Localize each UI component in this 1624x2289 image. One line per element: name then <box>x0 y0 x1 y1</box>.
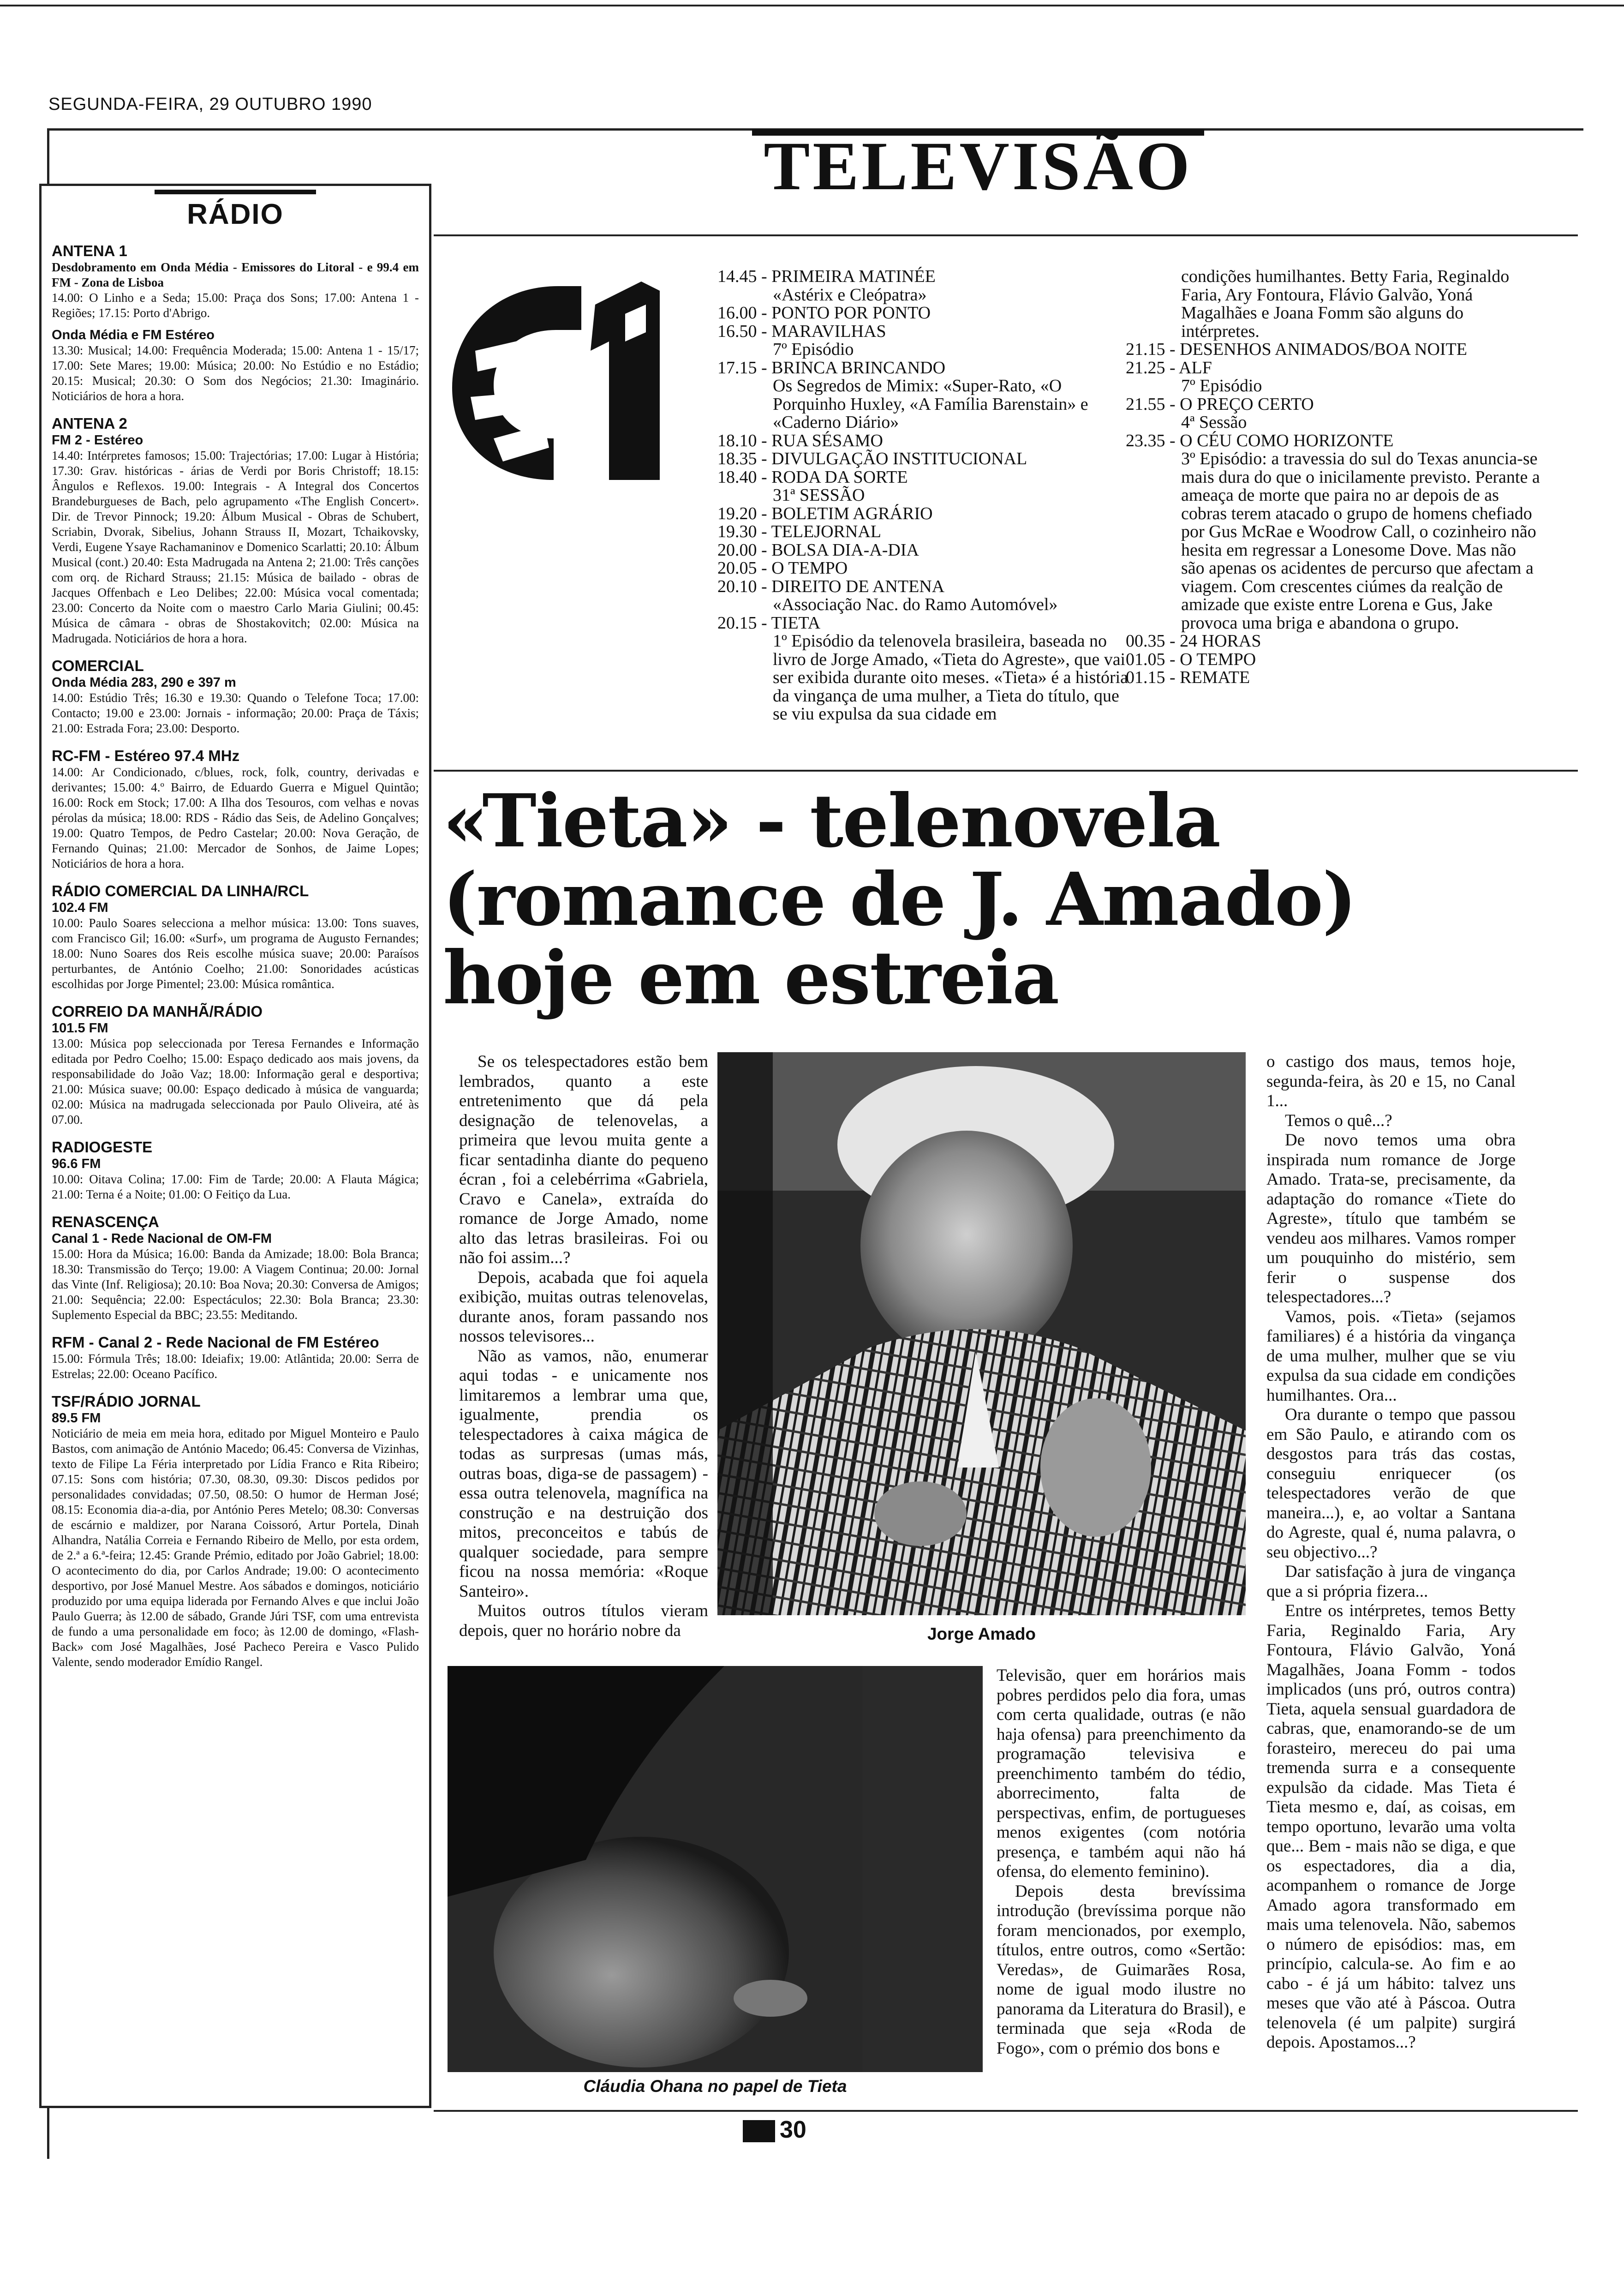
station-name: TSF/RÁDIO JORNAL <box>52 1393 201 1410</box>
tv-programme <box>1126 341 1541 359</box>
station-programme: 14.00: Ar Condicionado, c/blues, rock, folk, country, derivadas e derivantes; 15.00: 4.º Bairro, de Eduardo Guerra e Miguel Quintão; 16.00: Rock em Stock; 17.00: A Ilha dos Tesouros, com velhas e novas pérolas da música; 18.00: RDS - Rádio das Seis, de Adelino Gonçalves; 19.00: Quatro Tempos, de Pedro Castelar; 20.00: Nova Geração, de Fernando Quinas; 21.00: Mercador de Sonhos, de Jaime Lopes; Noticiários de hora a hora. <box>52 765 419 870</box>
tv-programme <box>717 578 1133 614</box>
tv-programme <box>1126 359 1541 395</box>
station-frequency: Onda Média 283, 290 e 397 m <box>52 675 236 690</box>
programme-time-title: 23.35 - O CÉU COMO HORIZONTE <box>1126 431 1394 450</box>
tv-programme <box>717 523 1133 541</box>
programme-detail: 4ª Sessão <box>1181 413 1247 432</box>
station-list <box>52 242 419 1670</box>
radio-station <box>52 415 419 646</box>
station-name: ANTENA 1 <box>52 242 127 259</box>
article-paragraph: Dar satisfação à jura de vingança que a si própria fizera... <box>1266 1562 1516 1601</box>
channel-1-logo <box>443 272 683 489</box>
tv-programme <box>1126 395 1541 432</box>
radio-station <box>52 882 419 992</box>
radio-station <box>52 242 419 404</box>
article-paragraph: Televisão, quer em horários mais pobres perdidos pelo dia fora, umas com certa qualidade, outras (e não haja ofensa) para preenchimento da programação televisiva e preenchimento também do tédio, aborrecimento, falta de perspectivas, enfim, de portugueses menos exigentes (com notória presença, e também aqui não há ofensa, do elemento feminino). <box>997 1666 1246 1881</box>
radio-listings-box <box>39 184 431 2108</box>
tv-section-title: TELEVISÃO <box>764 128 1193 204</box>
programme-detail: Os Segredos de Mimix: «Super-Rato, «O Porquinho Huxley, «A Família Barenstain» e «Caderno Diário» <box>773 376 1088 432</box>
programme-time-title: 16.50 - MARAVILHAS <box>717 321 886 341</box>
station-frequency: 101.5 FM <box>52 1021 108 1036</box>
radio-station <box>52 657 419 736</box>
claudia-ohana-photo <box>448 1666 983 2072</box>
photo2-caption: Cláudia Ohana no papel de Tieta <box>583 2077 847 2096</box>
tv-schedule-column-2 <box>1126 268 1541 687</box>
publication-mark <box>743 2120 775 2142</box>
programme-time-title: 18.10 - RUA SÉSAMO <box>717 431 883 450</box>
programme-time-title: 01.05 - O TEMPO <box>1126 649 1256 669</box>
station-programme: 13.30: Musical; 14.00: Frequência Moderada; 15.00: Antena 1 - 15/17; 17.00: Sete Mares; 19.00: Música; 20.00: No Estúdio e no Estádio; 20.15: Musical; 20.30: O Som dos Negócios; 21.30: Imaginário. Noticiários de hora a hora. <box>52 343 419 403</box>
station-frequency: Onda Média e FM Estéreo <box>52 328 215 342</box>
tv-programme <box>717 359 1133 432</box>
article-column-2 <box>997 1666 1246 2058</box>
programme-time-title: 16.00 - PONTO POR PONTO <box>717 303 931 323</box>
radio-station <box>52 1003 419 1127</box>
article-column-3 <box>1266 1052 1516 2053</box>
tv-programme <box>717 450 1133 468</box>
programme-time-title: 20.15 - TIETA <box>717 613 821 633</box>
station-frequency: 89.5 FM <box>52 1411 101 1426</box>
logo-numeral-one <box>591 282 660 480</box>
station-name: RADIOGESTE <box>52 1139 153 1156</box>
programme-time-title: 18.40 - RODA DA SORTE <box>717 467 908 487</box>
article-paragraph: Depois desta brevíssima introdução (brevíssima porque não foram mencionados, por exemplo, títulos, entre outros, como «Sertão: Veredas», de Guimarães Rosa, nome de igual modo ilustre no panorama da Literatura do Brasil), e terminada que seja «Roda de Fogo», com o prémio dos bons e <box>997 1882 1246 2058</box>
tv-programme <box>1126 632 1541 651</box>
programme-time-title: 20.00 - BOLSA DIA-A-DIA <box>717 540 919 560</box>
programme-time-title: 14.45 - PRIMEIRA MATINÉE <box>717 267 936 286</box>
page-folio <box>743 2116 806 2144</box>
jorge-amado-photo <box>717 1052 1246 1615</box>
programme-time-title: 01.15 - REMATE <box>1126 668 1250 687</box>
programme-detail: «Astérix e Cleópatra» <box>773 285 927 305</box>
station-description: Desdobramento em Onda Média - Emissores do Litoral - e 99.4 em FM - Zona de Lisboa <box>52 260 419 289</box>
station-frequency: 102.4 FM <box>52 900 108 915</box>
article-paragraph: o castigo dos maus, temos hoje, segunda-feira, às 20 e 15, no Canal 1... <box>1266 1052 1516 1110</box>
station-name: RC-FM - Estéreo 97.4 MHz <box>52 747 240 764</box>
article-paragraph: Não as vamos, não, enumerar aqui todas - e unicamente nos limitaremos a lembrar uma que, igualmente, prendia os telespectadores à caixa mágica de todas as surpresas (umas más, outras boas, diga-se de passagem) - essa outra telenovela, magnífica na construção e na destruição dos mitos, preconceitos e tabús de qualquer sociedade, para sempre ficou na nossa memória: «Roque Santeiro». <box>459 1346 708 1601</box>
station-name: ANTENA 2 <box>52 415 127 432</box>
station-programme: 14.40: Intérpretes famosos; 15.00: Trajectórias; 17.00: Lugar à História; 17.30: Grav. históricas - árias de Verdi por Boris Christoff; 18.15: Ângulos e Reflexos. 19.00: Integrais - A Integral dos Concertos Brandeburgueses de Bach, pelo agrupamento «The English Concert». Dir. de Trevor Pinnock; 19.20: Álbum Musical - Obras de Schubert, Scriabin, Dvorak, Sibelius, Johann Strauss II, Mozart, Tchaikovsky, Verdi, Eugene Ysaye Rachamaninov e Domenico Scarlatti; 20.10: Álbum Musical (cont.) 20.40: Esta Madrugada na Antena 2; 21.00: Três canções com orq. de Richard Strauss; 21.15: Música de bailado - obras de Jacques Offenbach e Leo Delibes; 22.00: Música vocal comentada; 23.00: Concerto da Noite com o maestro Carlo Maria Giulini; 00.45: Música de câmara - obras de Shostakovitch; 02.00: Música na Madrugada. Noticiários de hora a hora. <box>52 449 419 645</box>
programme-time-title: 21.15 - DESENHOS ANIMADOS/BOA NOITE <box>1126 340 1467 359</box>
article-column-1 <box>459 1052 708 1641</box>
tv-programme <box>717 541 1133 560</box>
programme-detail: 7º Episódio <box>773 340 854 359</box>
programme-time-title: 20.10 - DIREITO DE ANTENA <box>717 576 945 596</box>
radio-station <box>52 1334 419 1382</box>
station-frequency: Canal 1 - Rede Nacional de OM-FM <box>52 1231 272 1246</box>
station-name: CORREIO DA MANHÃ/RÁDIO <box>52 1003 263 1020</box>
tv-programme <box>717 268 1133 304</box>
station-programme: 15.00: Fórmula Três; 18.00: Ideiafix; 19.00: Atlântida; 20.00: Serra de Estrelas; 22.00: Oceano Pacífico. <box>52 1352 419 1381</box>
station-programme: 10.00: Paulo Soares selecciona a melhor música: 13.00: Tons suaves, com Francisco Gil; 16.00: «Surf», um programa de Augusto Fernandes; 18.00: Nuno Soares dos Reis escolhe música suave; 20.00: Paraísos perturbantes, de António Coelho; 21.00: Sonoridades acústicas escolhidas por Jorge Pimentel; 23.00: Música romântica. <box>52 916 419 991</box>
article-paragraph: Temos o quê...? <box>1285 1111 1392 1130</box>
radio-title-text: RÁDIO <box>187 198 284 230</box>
article-paragraph: Ora durante o tempo que passou em São Paulo, e atirando com os desgostos para trás das costas, conseguiu enriquecer (os telespectadores verão de que maneira...), e, ao voltar a Santana do Agreste, qual é, numa palavra, o seu objectivo...? <box>1266 1405 1516 1562</box>
programme-detail: 7º Episódio <box>1181 376 1262 395</box>
programme-time-title: 21.55 - O PREÇO CERTO <box>1126 394 1314 414</box>
tv-programme <box>717 323 1133 359</box>
photo1-caption: Jorge Amado <box>927 1624 1036 1643</box>
article-headline: «Tieta» - telenovela (romance de J. Amado) hoje em estreia <box>443 779 1356 1021</box>
article-paragraph: De novo temos uma obra inspirada num romance de Jorge Amado. Trata-se, precisamente, da adaptação do romance «Tiete do Agreste», título que também se vendeu aos milhares. Vamos romper um pouquinho do mistério, sem ferir o suspense dos telespectadores...? <box>1266 1131 1516 1306</box>
station-name: RÁDIO COMERCIAL DA LINHA/RCL <box>52 882 309 899</box>
station-name: RENASCENÇA <box>52 1213 159 1230</box>
article-paragraph: Se os telespectadores estão bem lembrados, quanto a este entretenimento que dá pela designação de telenovelas, a primeira que levou muita gente a ficar sentadinha diante do pequeno écran , foi a celebérrima «Gabriela, Cravo e Canela», extraída do romance de Jorge Amado, nome alto das letras brasileiras. Foi ou não foi assim...? <box>459 1052 708 1267</box>
station-programme: 14.00: O Linho e a Seda; 15.00: Praça dos Sons; 17.00: Antena 1 - Regiões; 17.15: Porto d'Abrigo. <box>52 291 419 320</box>
radio-station <box>52 747 419 871</box>
tv-programme <box>1126 651 1541 669</box>
radio-title <box>52 190 419 231</box>
programme-time-title: 00.35 - 24 HORAS <box>1126 631 1261 651</box>
station-programme: 10.00: Oitava Colina; 17.00: Fim de Tarde; 20.00: A Flauta Mágica; 21.00: Terna é a Noite; 01.00: O Feitiço da Lua. <box>52 1172 419 1201</box>
tv-schedule-column-1 <box>717 268 1133 724</box>
article-paragraph: Vamos, pois. «Tieta» (sejamos familiares) é a história da vingança de uma mulher, mulher que se viu expulsa da sua cidade em condições humilhantes. Ora... <box>1266 1307 1516 1405</box>
schedule-bottom-rule <box>434 770 1578 772</box>
programme-detail: 31ª SESSÃO <box>773 485 865 505</box>
tv-header-rule <box>434 234 1578 236</box>
programme-time-title: 19.30 - TELEJORNAL <box>717 522 881 541</box>
article-paragraph: Depois, acabada que foi aquela exibição, muitas outras telenovelas, durante anos, foram passando nos nossos televisores... <box>459 1268 708 1346</box>
programme-detail: 3º Episódio: a travessia do sul do Texas anuncia-se mais dura do que o inicilamente previsto. Perante a ameaça de morte que paira no ar depois de as cobras terem atacado o grupo de homens chefiado por Gus McRae e Woodrow Call, o cozinheiro não hesita em regressar a Lonesome Dove. Mas não são apenas os acidentes de percurso que afectam a viagem. Com crescentes ciúmes da realção de amizade que existe entre Lorena e Gus, Jake provoca uma briga e abandona o grupo. <box>1181 449 1540 633</box>
tv-programme <box>717 505 1133 523</box>
article-paragraph: Muitos outros títulos vieram depois, quer no horário nobre da <box>459 1601 708 1640</box>
tv-programme <box>1126 268 1541 341</box>
tv-programme <box>717 432 1133 450</box>
dateline: SEGUNDA-FEIRA, 29 OUTUBRO 1990 <box>48 95 372 114</box>
tv-programme <box>717 614 1133 724</box>
programme-time-title: 20.05 - O TEMPO <box>717 558 848 578</box>
programme-time-title: 18.35 - DIVULGAÇÃO INSTITUCIONAL <box>717 449 1027 468</box>
radio-station <box>52 1393 419 1670</box>
tv-programme <box>717 304 1133 323</box>
programme-time-title: 21.25 - ALF <box>1126 358 1212 378</box>
station-name: RFM - Canal 2 - Rede Nacional de FM Estéreo <box>52 1334 379 1351</box>
station-programme: 13.00: Música pop seleccionada por Teresa Fernandes e Informação editada por Pedro Coelho; 15.00: Espaço dedicado aos mais jovens, da responsabilidade do João Vaz; 18.00: Informação geral e desportiva; 21.00: Música suave; 00.00: Espaço dedicado à música de vanguarda; 02.00: Música na madrugada seleccionada por Paulo Oliveira, até às 07.00. <box>52 1037 419 1127</box>
tv-programme <box>717 559 1133 578</box>
article-paragraph: Entre os intérpretes, temos Betty Faria, Reginaldo Faria, Ary Fontoura, Flávio Galvão, Yoná Magalhães, Joana Fomm - todos implicados (uns pró, outros contra) Tieta, aquela sensual guardadora de cabras, que, enamorando-se de um forasteiro, mereceu do pai uma tremenda surra e a consequente expulsão da cidade. Mas Tieta é Tieta mesmo e, daí, as coisas, em tempo oportuno, levarão uma volta que... Bem - mais não se diga, e que os espectadores, dia a dia, acompanhem o romance de Jorge Amado agora transformado em mais uma telenovela. Não, sabemos o número de episódios: mas, em princípio, calcula-se. Ao fim e ao cabo - é já um hábito: talvez uns meses que vão até à Páscoa. Outra telenovela (é um palpite) surgirá depois. Apostamos...? <box>1266 1601 1516 2052</box>
programme-detail: condições humilhantes. Betty Faria, Reginaldo Faria, Ary Fontoura, Flávio Galvão, Yoná Magalhães e Joana Fomm são alguns do intérpretes. <box>1181 267 1510 341</box>
programme-detail: «Associação Nac. do Ramo Automóvel» <box>773 595 1058 614</box>
station-frequency: FM 2 - Estéreo <box>52 433 143 448</box>
radio-station <box>52 1213 419 1323</box>
tv-programme <box>717 468 1133 505</box>
tv-programme <box>1126 669 1541 687</box>
page-number: 30 <box>780 2116 806 2143</box>
radio-station <box>52 1139 419 1202</box>
tv-programme <box>1126 432 1541 633</box>
top-rule <box>0 5 1624 6</box>
station-frequency: 96.6 FM <box>52 1156 101 1171</box>
logo-c-shape <box>452 286 581 480</box>
station-programme: 14.00: Estúdio Três; 16.30 e 19.30: Quando o Telefone Toca; 17.00: Contacto; 19.00 e 23.00: Jornais - informação; 20.00: Praça de Táxis; 21.00: Estrada Fora; 23.00: Desporto. <box>52 691 419 735</box>
programme-detail: 1º Episódio da telenovela brasileira, baseada no livro de Jorge Amado, «Tieta do Agreste», que vai ser exibida durante oito meses. «Tieta» é a história da vingança de uma mulher, a Tieta do título, que se viu expulsa da sua cidade em <box>773 631 1128 724</box>
station-name: COMERCIAL <box>52 657 144 674</box>
programme-time-title: 17.15 - BRINCA BRINCANDO <box>717 358 946 378</box>
station-programme: Noticiário de meia em meia hora, editado por Miguel Monteiro e Paulo Bastos, com animação de António Macedo; 06.45: Conversa de Vizinhas, texto de Filipe La Féria interpretado por Lídia Franco e Rita Ribeiro; 07.15: Sons com história; 07.30, 08.30, 09.30: Discos pedidos por personalidades convidadas; 07.50, 08.50: O humor de Herman José; 08.15: Economia dia-a-dia, por António Peres Metelo; 08.30: Conversas de escárnio e maldizer, por Narana Coissoró, Artur Portela, Dinah Alhandra, Natália Correia e Fernando Ribeiro de Mello, por esta ordem, de 2.ª a 6.ª-feira; 12.45: Grande Prémio, editado por João Gabriel; 18.00: O acontecimento do dia, por Carlos Andrade; 19.00: O acontecimento desportivo, por José Manuel Mestre. Aos sábados e domingos, noticiário produzido por uma equipa liderada por Fernando Alves e que inclui João Paulo Guerra; às 12.00 de sábado, Grande Júri TSF, com uma entrevista de fundo a uma personalidade em foco; às 12.00 de domingo, «Flash-Back» com José Magalhães, José Pacheco Pereira e Vasco Pulido Valente, sendo moderador Emídio Rangel. <box>52 1426 419 1669</box>
bottom-rule <box>434 2110 1578 2112</box>
station-programme: 15.00: Hora da Música; 16.00: Banda da Amizade; 18.00: Bola Branca; 18.30: Transmissão do Terço; 19.00: A Viagem Continua; 20.00: Jornal das Vinte (Inf. Religiosa); 20.10: Boa Nova; 20.30: Conversa de Amigos; 21.00: Sequência; 22.00: Espectáculos; 22.30: Bola Branca; 23.30: Suplemento Especial da BBC; 23.55: Meditando. <box>52 1247 419 1322</box>
radio-title-bar <box>155 190 316 194</box>
programme-time-title: 19.20 - BOLETIM AGRÁRIO <box>717 503 933 523</box>
